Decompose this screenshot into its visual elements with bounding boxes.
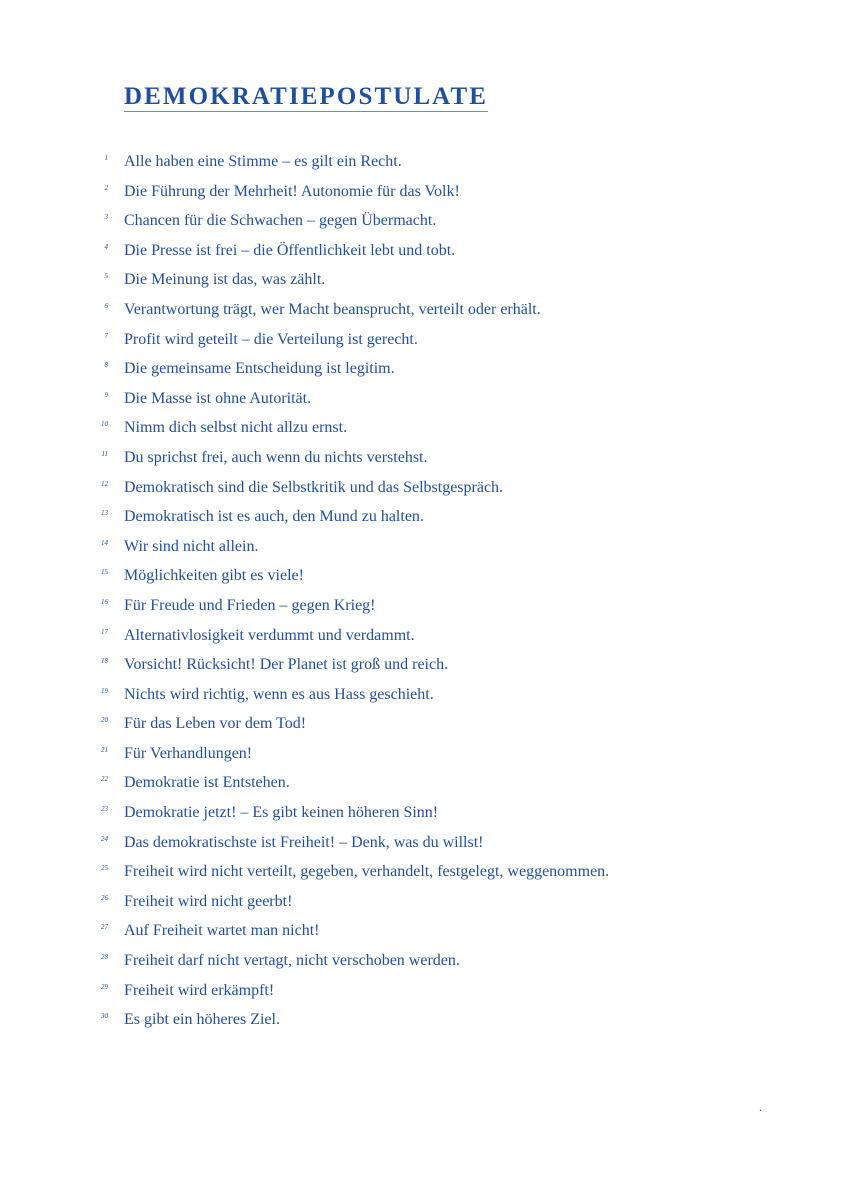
- item-text: Freiheit wird nicht verteilt, gegeben, verhandelt, festgelegt, weggenommen.: [124, 863, 610, 881]
- item-number: 11: [101, 449, 108, 458]
- item-number: 4: [104, 242, 108, 251]
- item-text: Die Führung der Mehrheit! Autonomie für das Volk!: [124, 182, 460, 200]
- item-text: Es gibt ein höheres Ziel.: [124, 1011, 280, 1029]
- list-item: [0, 562, 849, 592]
- item-text: Die gemeinsame Entscheidung ist legitim.: [124, 360, 395, 378]
- list-item: [0, 947, 849, 977]
- item-number: 18: [101, 657, 108, 666]
- list-item: [0, 1006, 849, 1036]
- item-text: Freiheit wird nicht geerbt!: [124, 892, 293, 910]
- item-number: 29: [101, 982, 108, 991]
- list-item: [0, 681, 849, 711]
- item-text: Alle haben eine Stimme – es gilt ein Recht.: [124, 153, 402, 170]
- list-item: [0, 858, 849, 888]
- item-text: Profit wird geteilt – die Verteilung ist gerecht.: [124, 330, 418, 348]
- item-number: 10: [101, 420, 108, 429]
- item-text: Freiheit wird erkämpft!: [124, 981, 275, 999]
- item-number: 30: [101, 1012, 108, 1021]
- item-text: Freiheit darf nicht vertagt, nicht verschoben werden.: [124, 952, 460, 970]
- item-text: Du sprichst frei, auch wenn du nichts verstehst.: [124, 448, 428, 466]
- list-item: [0, 444, 849, 474]
- list-item: [0, 917, 849, 947]
- list-item: [0, 651, 849, 681]
- item-number: 20: [101, 716, 108, 725]
- item-text: Demokratie ist Entstehen.: [124, 774, 290, 792]
- item-text: Vorsicht! Rücksicht! Der Planet ist groß und reich.: [124, 656, 449, 674]
- list-item: [0, 533, 849, 563]
- list-item: [0, 237, 849, 267]
- list-item: [0, 207, 849, 237]
- list-item: [0, 414, 849, 444]
- list-item: [0, 829, 849, 859]
- postulate-list: [0, 148, 849, 1036]
- list-item: [0, 710, 849, 740]
- item-number: 25: [101, 864, 108, 873]
- item-text: Die Presse ist frei – die Öffentlichkeit lebt und tobt.: [124, 241, 456, 259]
- list-item: [0, 769, 849, 799]
- item-text: Nimm dich selbst nicht allzu ernst.: [124, 419, 348, 437]
- item-text: Demokratisch ist es auch, den Mund zu halten.: [124, 508, 424, 526]
- list-item: [0, 385, 849, 415]
- item-number: 9: [104, 390, 108, 399]
- item-number: 19: [101, 686, 108, 695]
- footer-mark: .: [759, 1100, 762, 1114]
- item-text: Für Verhandlungen!: [124, 744, 253, 762]
- list-item: [0, 474, 849, 504]
- item-number: 21: [101, 745, 108, 754]
- list-item: [0, 296, 849, 326]
- item-text: Das demokratischste ist Freiheit! – Denk, was du willst!: [124, 833, 484, 851]
- item-number: 27: [101, 923, 108, 932]
- item-text: Möglichkeiten gibt es viele!: [124, 567, 304, 585]
- item-number: 3: [104, 213, 108, 222]
- item-text: Die Masse ist ohne Autorität.: [124, 389, 312, 407]
- item-text: Für das Leben vor dem Tod!: [124, 715, 307, 733]
- item-number: 23: [101, 805, 108, 814]
- list-item: [0, 977, 849, 1007]
- item-text: Demokratisch sind die Selbstkritik und das Selbstgespräch.: [124, 478, 504, 496]
- item-number: 7: [104, 331, 108, 340]
- page-title: DEMOKRATIEPOSTULATE: [124, 83, 489, 110]
- item-text: Wir sind nicht allein.: [124, 537, 259, 555]
- item-text: Chancen für die Schwachen – gegen Übermacht.: [124, 212, 437, 230]
- item-text: Für Freude und Frieden – gegen Krieg!: [124, 596, 376, 614]
- list-item: [0, 740, 849, 770]
- item-number: 1: [104, 154, 108, 162]
- item-number: 26: [101, 893, 108, 902]
- item-number: 12: [101, 479, 108, 488]
- item-number: 2: [104, 183, 108, 192]
- list-item: [0, 622, 849, 652]
- list-item: [0, 266, 849, 296]
- item-number: 17: [101, 627, 108, 636]
- item-number: 16: [101, 597, 108, 606]
- list-item: [0, 178, 849, 208]
- item-text: Alternativlosigkeit verdummt und verdammt.: [124, 626, 415, 644]
- item-text: Demokratie jetzt! – Es gibt keinen höheren Sinn!: [124, 804, 439, 822]
- item-number: 13: [101, 509, 108, 518]
- item-text: Die Meinung ist das, was zählt.: [124, 271, 326, 289]
- item-number: 24: [101, 834, 108, 843]
- list-item: [0, 592, 849, 622]
- list-item: [0, 326, 849, 356]
- item-number: 22: [101, 775, 108, 784]
- list-item: [0, 799, 849, 829]
- item-number: 14: [101, 538, 108, 547]
- list-item: [0, 888, 849, 918]
- item-text: Nichts wird richtig, wenn es aus Hass geschieht.: [124, 685, 434, 703]
- item-number: 5: [104, 272, 108, 281]
- item-number: 28: [101, 953, 108, 962]
- item-number: 15: [101, 568, 108, 577]
- list-item: [0, 503, 849, 533]
- item-number: 6: [104, 301, 108, 310]
- list-item: [0, 148, 849, 178]
- item-text: Verantwortung trägt, wer Macht beansprucht, verteilt oder erhält.: [124, 300, 541, 318]
- list-item: [0, 355, 849, 385]
- item-number: 8: [104, 361, 108, 370]
- item-text: Auf Freiheit wartet man nicht!: [124, 922, 320, 940]
